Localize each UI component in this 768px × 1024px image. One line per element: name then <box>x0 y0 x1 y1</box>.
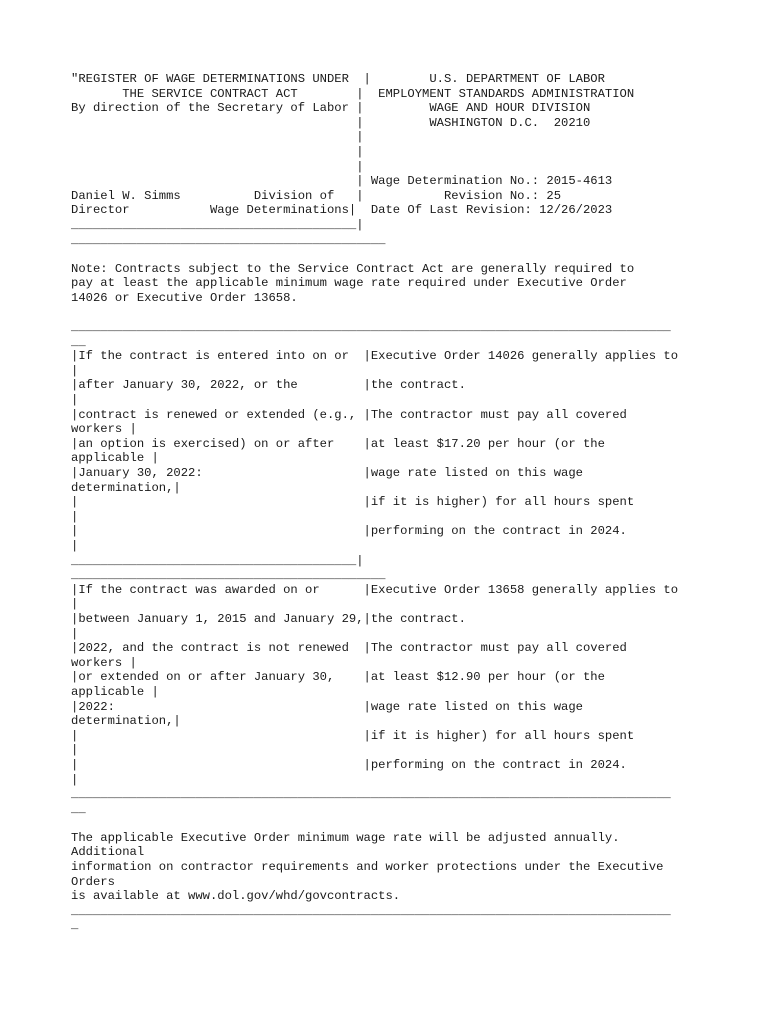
table-row <box>71 729 761 758</box>
row-wrap: applicable | <box>71 451 159 466</box>
section-rule: __________________________________________________________________________________ <box>71 320 671 335</box>
table-row <box>71 495 761 524</box>
block-rule: ___________________________________________ <box>71 568 386 583</box>
row-wrap: determination,| <box>71 714 181 729</box>
table-row <box>71 466 761 495</box>
note-paragraph <box>71 262 761 306</box>
row-text: | |if it is higher) for all hours spent <box>71 728 635 743</box>
row-wrap: | <box>71 509 79 524</box>
row-wrap: workers | <box>71 655 137 670</box>
footer-line: The applicable Executive Order minimum wage rate will be adjusted annually. <box>71 830 620 845</box>
row-wrap: | <box>71 363 79 378</box>
row-text: |If the contract was awarded on or |Executive Order 13658 generally applies to <box>71 582 679 597</box>
note-line: Note: Contracts subject to the Service Contract Act are generally required to <box>71 261 635 276</box>
header-line: | <box>71 159 364 174</box>
note-line: pay at least the applicable minimum wage rate required under Executive Order <box>71 276 627 291</box>
section-rule: __________________________________________________________________________________ <box>71 787 671 802</box>
header-line: | <box>71 130 364 145</box>
section-rule: __ <box>71 334 86 349</box>
header-line: THE SERVICE CONTRACT ACT | EMPLOYMENT STANDARDS ADMINISTRATION <box>71 86 635 101</box>
eo-13658-block <box>71 583 761 787</box>
table-row <box>71 583 761 612</box>
row-wrap: | <box>71 539 79 553</box>
table-row <box>71 378 761 407</box>
footer-line: information on contractor requirements and worker protections under the Executive <box>71 860 664 875</box>
table-row <box>71 758 761 787</box>
row-text: |2022, and the contract is not renewed |The contractor must pay all covered <box>71 641 627 656</box>
note-line: 14026 or Executive Order 13658. <box>71 290 298 305</box>
row-text: |If the contract is entered into on or |Executive Order 14026 generally applies to <box>71 349 679 364</box>
table-row <box>71 349 761 378</box>
wage-determination-number: | Wage Determination No.: 2015-4613 <box>71 174 613 189</box>
row-wrap: applicable | <box>71 684 159 699</box>
row-wrap: | <box>71 393 79 408</box>
row-text: | |performing on the contract in 2024. <box>71 757 627 772</box>
row-text: |2022: |wage rate listed on this wage <box>71 699 583 714</box>
header-line: | WASHINGTON D.C. 20210 <box>71 115 591 130</box>
header-line: By direction of the Secretary of Labor | WAGE AND HOUR DIVISION <box>71 101 591 116</box>
footer-line: Additional <box>71 845 145 860</box>
table-row <box>71 524 761 553</box>
last-revision-date: Director Wage Determinations| Date Of Last Revision: 12/26/2023 <box>71 203 613 218</box>
table-row <box>71 700 761 729</box>
row-text: |between January 1, 2015 and January 29,|the contract. <box>71 611 466 626</box>
table-row <box>71 437 761 466</box>
row-text: | |performing on the contract in 2024. <box>71 524 627 539</box>
row-text: | |if it is higher) for all hours spent <box>71 495 635 510</box>
row-wrap: determination,| <box>71 480 181 495</box>
block-rule: _______________________________________| <box>71 553 364 568</box>
section-rule: _ <box>71 918 79 933</box>
row-text: |contract is renewed or extended (e.g., |The contractor must pay all covered <box>71 407 627 422</box>
row-text: |or extended on or after January 30, |at least $12.90 per hour (or the <box>71 670 605 685</box>
row-wrap: | <box>71 743 79 758</box>
row-wrap: workers | <box>71 422 137 437</box>
footer-line: Orders <box>71 874 115 889</box>
table-row <box>71 670 761 699</box>
header-block <box>71 72 761 247</box>
wage-determination-document <box>71 72 761 933</box>
row-wrap: | <box>71 772 79 787</box>
row-text: |January 30, 2022: |wage rate listed on this wage <box>71 466 583 481</box>
header-line: | <box>71 144 364 159</box>
table-row <box>71 408 761 437</box>
header-line: "REGISTER OF WAGE DETERMINATIONS UNDER | U.S. DEPARTMENT OF LABOR <box>71 72 605 86</box>
row-wrap: | <box>71 626 79 641</box>
govcontracts-url: is available at www.dol.gov/whd/govcontracts. <box>71 889 401 904</box>
table-row <box>71 641 761 670</box>
row-text: |after January 30, 2022, or the |the contract. <box>71 378 466 393</box>
footer-paragraph <box>71 831 761 904</box>
revision-number: Daniel W. Simms Division of | Revision No.: 25 <box>71 188 562 203</box>
table-row <box>71 612 761 641</box>
row-text: |an option is exercised) on or after |at least $17.20 per hour (or the <box>71 436 605 451</box>
row-wrap: | <box>71 597 79 612</box>
section-rule: __________________________________________________________________________________ <box>71 903 671 918</box>
header-rule: _______________________________________| <box>71 217 364 232</box>
header-rule: ___________________________________________ <box>71 232 386 247</box>
eo-14026-block <box>71 349 761 583</box>
section-rule: __ <box>71 801 86 816</box>
